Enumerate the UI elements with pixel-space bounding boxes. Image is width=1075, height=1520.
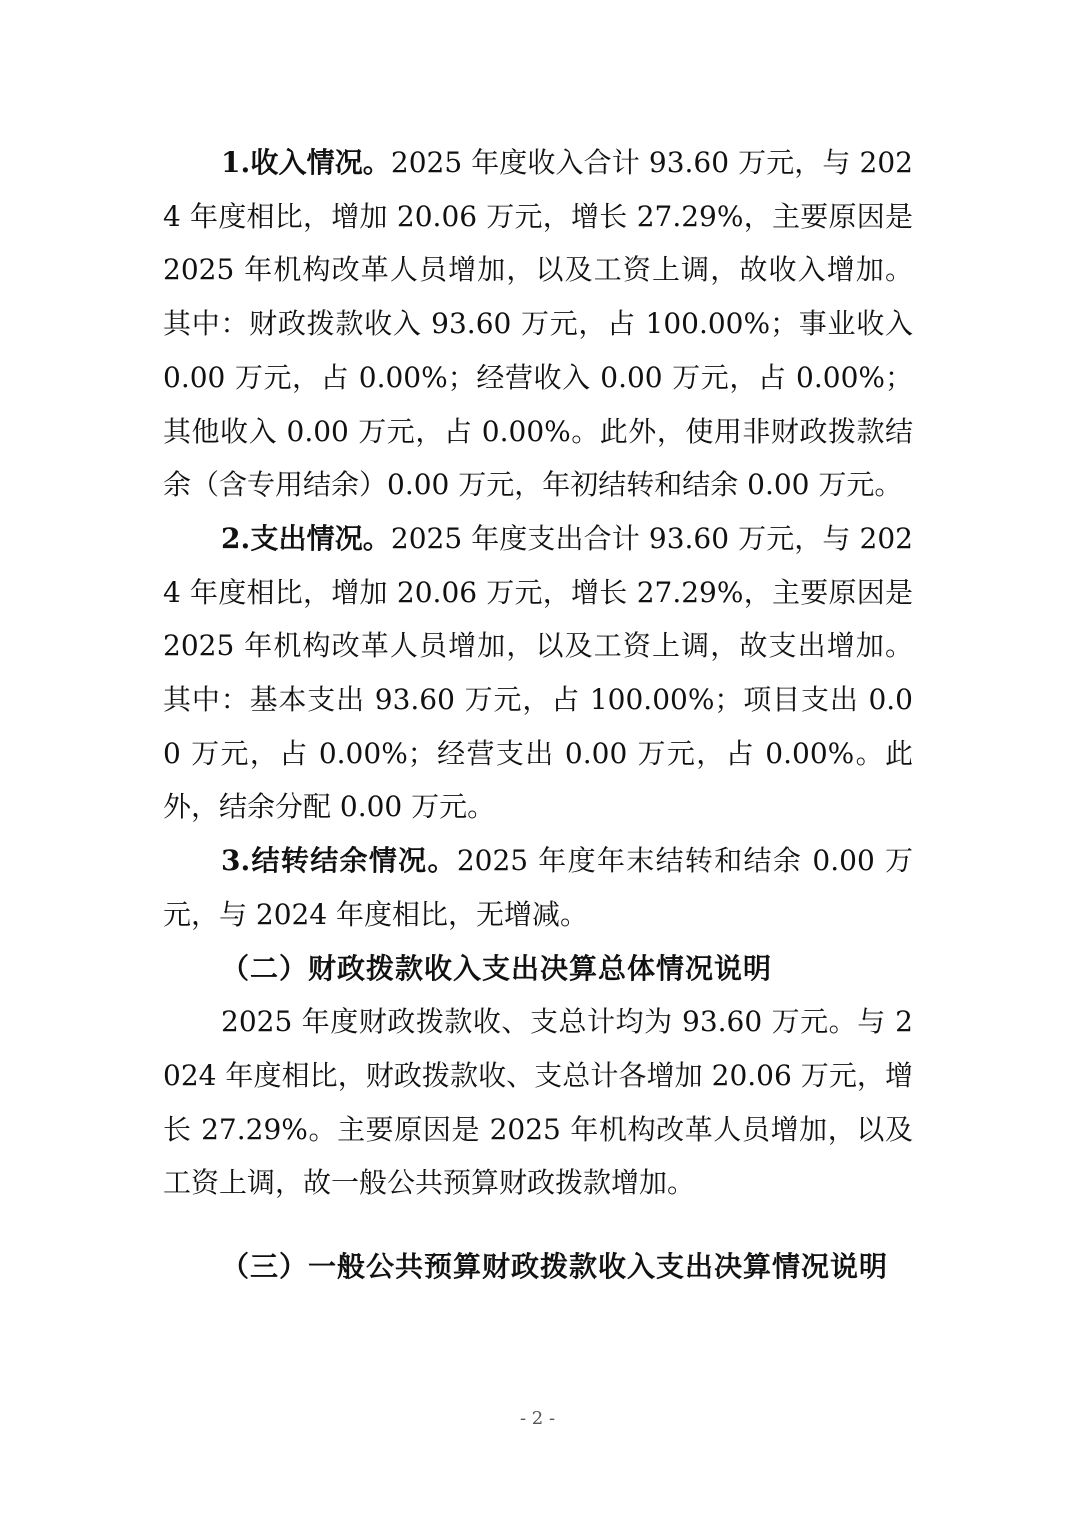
- carryover-body: 2025 年度年末结转和结余 0.00 万元，与 2024 年度相比，无增减。: [163, 844, 913, 931]
- expenditure-lead: 2.支出情况。: [221, 521, 391, 555]
- expenditure-body: 2025 年度支出合计 93.60 万元，与 2024 年度相比，增加 20.06 万元，增长 27.29%，主要原因是 2025 年机构改革人员增加，以及工资上调，故支出增加。其中：基本支出 93.60 万元，占 100.00%；项目支出 0.00 万元，占 0.00%；经营支出 0.00 万元，占 0.00%。此外，结余分配 0.00 万元。: [163, 521, 913, 824]
- carryover-lead: 3.结转结余情况。: [221, 844, 457, 878]
- section-two-heading: （二）财政拨款收入支出决算总体情况说明: [221, 951, 773, 985]
- income-body: 2025 年度收入合计 93.60 万元，与 2024 年度相比，增加 20.06 万元，增长 27.29%，主要原因是 2025 年机构改革人员增加，以及工资上调，故收入增加。其中：财政拨款收入 93.60 万元，占 100.00%；事业收入 0.00 万元，占 0.00%；经营收入 0.00 万元，占 0.00%；其他收入 0.00 万元，占 0.00%。此外，使用非财政拨款结余（含专用结余）0.00 万元，年初结转和结余 0.00 万元。: [163, 146, 913, 502]
- expenditure-paragraph: [163, 512, 913, 834]
- section-spacer: [163, 1210, 913, 1240]
- carryover-paragraph: [163, 834, 913, 941]
- page-number: - 2 -: [519, 1408, 556, 1429]
- fiscal-overall-paragraph: [163, 995, 913, 1210]
- income-paragraph: [163, 136, 913, 512]
- section-three-heading: （三）一般公共预算财政拨款收入支出决算情况说明: [221, 1250, 889, 1284]
- income-lead: 1.收入情况。: [221, 146, 391, 179]
- document-page: [163, 136, 913, 1294]
- fiscal-overall-body: 2025 年度财政拨款收、支总计均为 93.60 万元。与 2024 年度相比，财政拨款收、支总计各增加 20.06 万元，增长 27.29%。主要原因是 2025 年机构改革人员增加，以及工资上调，故一般公共预算财政拨款增加。: [163, 1005, 913, 1200]
